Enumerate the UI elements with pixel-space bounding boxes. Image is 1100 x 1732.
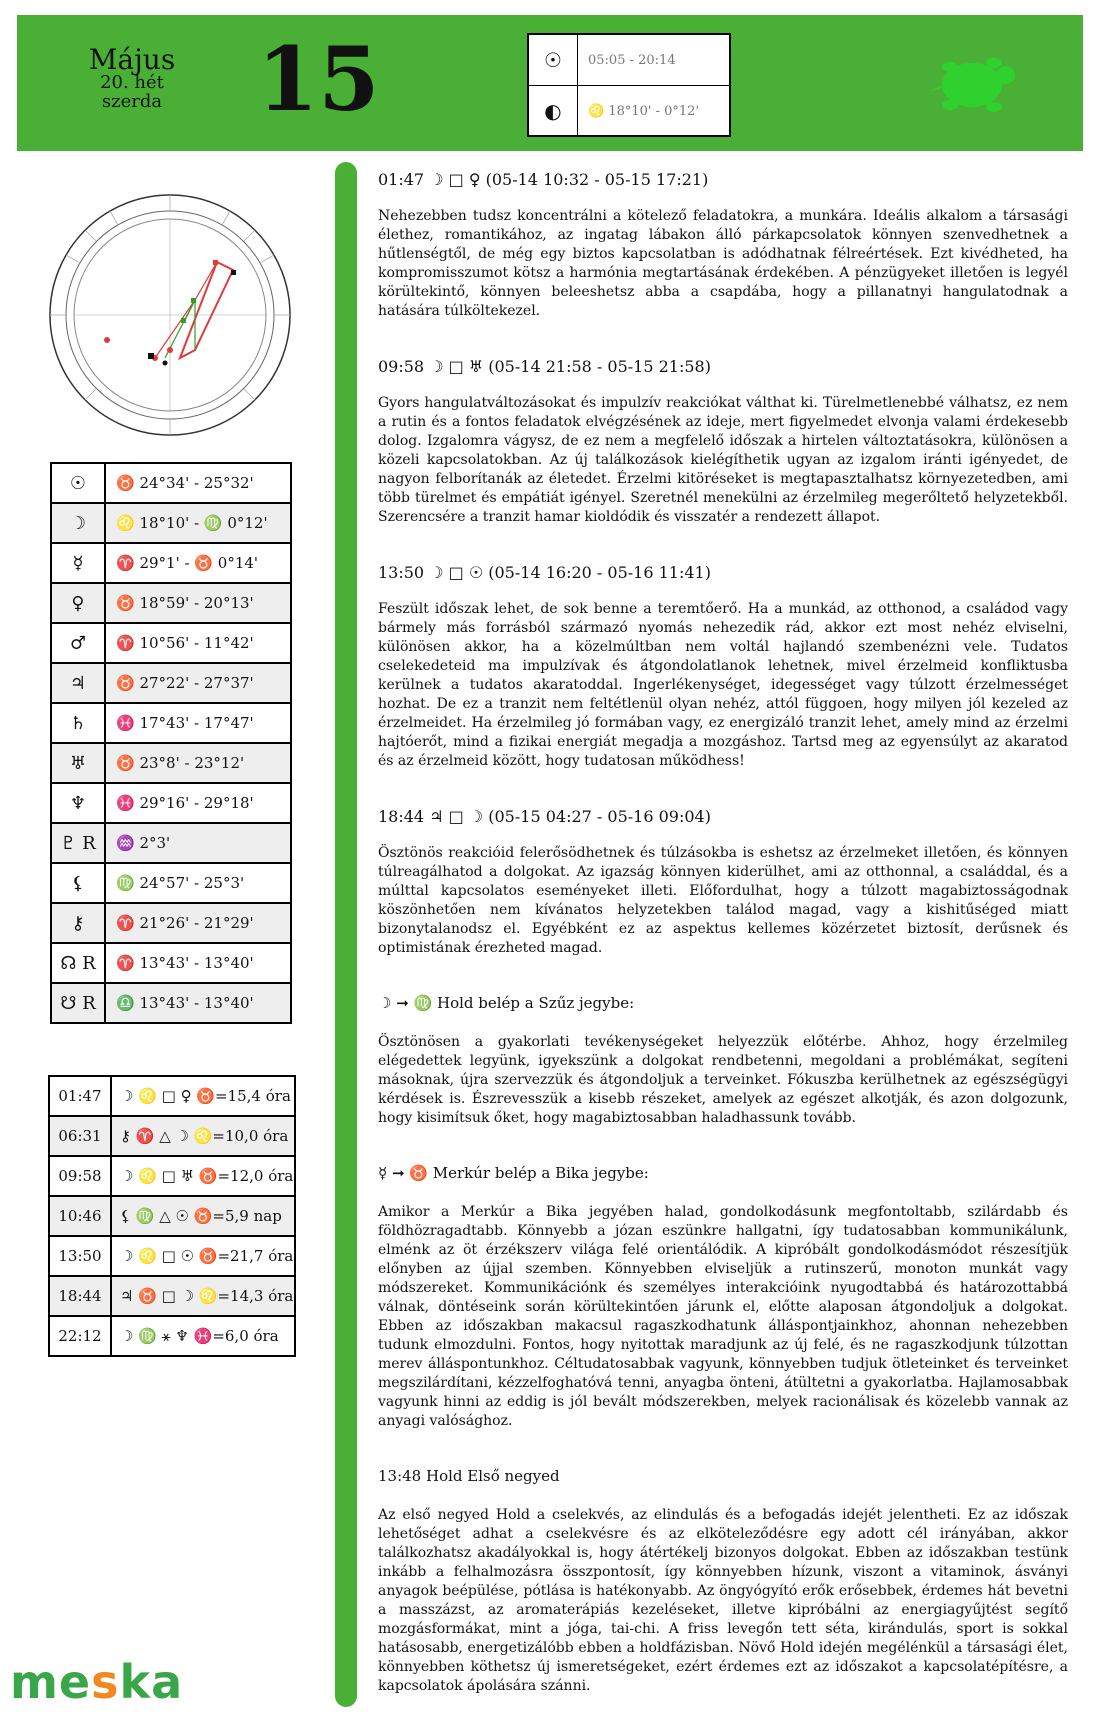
moon-phase-text: Az első negyed Hold a cselekvés, az elindulás és a befogadás idejét jelentheti. Ez az időszak lehetőséget adhat a cselekvésre és az elköteleződésre egy adott cél irányában, akkor találkozhatsz akadályokkal is, hogy átértékelj bizonyos dolgokat. Ebben az időszakban testünk inkább a felhalmozásra összpontosít, így könnyebben hízunk, viszont a vitaminok, ásványi anyagok beépülése, pótlása is hatékonyabb. Az öngyógyító erők erősebbek, érdemes hát bevetni a masszázst, az aromaterápiás kezeléseket, illetve kipróbálni az energiagyűjtést segítő mozgásformákat, mint a jóga, tai-chi. A friss levegőn tett séta, kirándulás, sport is sokkal hatásosabb, energetizálóbb ebben a holdfázisban. Növő Hold idején megélénkül a társasági élet, könnyebben köthetsz új ismeretségeket, ezért érdemes ezt az időszakot a kapcsolatépítésre, a kapcsolatok ápolására szánni.	[378, 1507, 1068, 1694]
zodiac-sign-icon: ♈	[116, 554, 135, 572]
aspect-row	[49, 1276, 295, 1316]
planet-value: ♈ 29°1' - ♉ 0°14'	[105, 543, 291, 583]
day-number: 15	[257, 27, 380, 131]
aspect-row	[49, 1076, 295, 1116]
planet-glyph: ☿	[51, 543, 105, 583]
planet-glyph: ☽	[51, 503, 105, 543]
transit-text: Feszült időszak lehet, de sok benne a teremtőerő. Ha a munkád, az otthonod, a családod vagy bármely más forrásból származó nyomás nehezedik rád, akkor ezt most nehéz elviselni, különösen akkor, ha a közelmúltban nem voltál hajlandó szembenézni vele. Tudatos cselekedeteid ma impulzívak és átgondolatlanok lehetnek, mivel érzelmeid konfliktusba kerülnek a tudatos akaratoddal. Ingerlékenységet, idegességet vagy túlzott érzelmességet hozhat. De ez a tranzit nem feltétlenül olyan nehéz, attól függoen, hogy milyen jól kezeled az érzelmeidet. Ha érzelmileg jó formában vagy, ez energizáló tranzit lehet, amely mind az érzelmi hajtóerőt, mind a fizikai energiát megadja a mozgáshoz. Tartsd meg az egyensúlyt az akaratod és az érzelmeid között, hogy tudatosan működhess!	[378, 601, 1068, 769]
zodiac-sign-icon: ♓	[116, 794, 135, 812]
week-label: 20. hét	[100, 72, 164, 94]
aspect-desc: ☽ ♍ ⚹ ♆ ♓=6,0 óra	[111, 1316, 295, 1356]
main-content	[378, 160, 1068, 1732]
date-block	[57, 45, 207, 112]
planet-glyph: ⚸	[51, 863, 105, 903]
ingress-text: Ösztönösen a gyakorlati tevékenységeket helyezzük előtérbe. Ahhoz, hogy érzelmileg elégedettek legyünk, igyekszünk a dolgokat rendbetenni, megoldani a problémákat, segíteni másoknak, újra szervezzük és átgondoljuk a terveinket. Fókuszba kerülhetnek az egészségügyi kérdések is. Észrevesszük a kisebb részeket, amelyek az egészet alkotják, és azon dolgozunk, hogy kisimítsuk őket, hogy magabiztosabban haladhassunk tovább.	[378, 1034, 1068, 1126]
planet-glyph: ♄	[51, 703, 105, 743]
planet-row	[51, 543, 291, 583]
aspect-desc: ⚸ ♍ △ ☉ ♉=5,9 nap	[111, 1196, 295, 1236]
aspect-row	[49, 1116, 295, 1156]
planet-row	[51, 503, 291, 543]
planet-value: ♓ 29°16' - 29°18'	[105, 783, 291, 823]
planet-value: ♍ 24°57' - 25°3'	[105, 863, 291, 903]
planet-glyph: ☉	[51, 463, 105, 503]
planet-value: ♓ 17°43' - 17°47'	[105, 703, 291, 743]
planet-row	[51, 903, 291, 943]
sun-icon: ☉	[529, 35, 578, 85]
planet-value: ♎ 13°43' - 13°40'	[105, 983, 291, 1023]
zodiac-sign-icon: ♈	[116, 954, 135, 972]
transit-text: Gyors hangulatváltozásokat és impulzív reakciókat válthat ki. Türelmetlenebbé válhatsz, ez nem a rutin és a fontos feladatok elvégzésének az ideje, mert figyelmedet elvonja valami érdekesebb dolog. Izgalomra vágysz, de ez nem a megfelelő időszak a hirtelen változtatásokra, különösen a közeli kapcsolatokban. Az új találkozások kielégíthetik ugyan az izgalom iránti igényedet, de nagyon felborítanák az életedet. Érzelmi kitöréseket is megtapasztalhatsz környezetedben, ami több türelmet és empátiát igényel. Szeretnél menekülni az érzelmileg megerőltető helyzetekből. Szerencsére a tranzit hamar kioldódik és visszatér a rendezett állapot.	[378, 395, 1068, 525]
planet-glyph: ☋ R	[51, 983, 105, 1023]
aspect-time: 22:12	[49, 1316, 111, 1356]
aspect-time: 18:44	[49, 1276, 111, 1316]
planet-row	[51, 943, 291, 983]
aspect-row	[49, 1316, 295, 1356]
aspect-desc: ☽ ♌ □ ☉ ♉=21,7 óra	[111, 1236, 295, 1276]
zodiac-sign-icon: ♈	[116, 914, 135, 932]
planet-value: ♉ 24°34' - 25°32'	[105, 463, 291, 503]
planet-value: ♈ 21°26' - 21°29'	[105, 903, 291, 943]
planet-value: ♉ 23°8' - 23°12'	[105, 743, 291, 783]
transit-text: Ösztönös reakcióid felerősödhetnek és túlzásokba is eshetsz az érzelmeket illetően, és könnyen túlreagálhatod a dolgokat. Az igazság könnyen kiderülhet, ami az otthonnal, a családdal, és a múlttal kapcsolatos eseményeket illeti. Előfordulhat, hogy a túlzott magabiztosságodnak köszönhetően nem kívánatos helyzetekben találod magad, vagy a kishitűséged miatt bizonytalanodsz el. Egyébként ez az aspektus kellemes közérzetet biztosít, derűsnek és optimistának érezheted magad.	[378, 845, 1068, 956]
ingress-text: Amikor a Merkúr a Bika jegyében halad, gondolkodásunk megfontoltabb, szilárdabb és földhözragadtabb. Könnyebb a józan eszünkre hallgatni, így tudatosabban kommunikálunk, elménk az öt érzékszerv világa felé orientálódik. A kipróbált gondolkodásmódot részesítjük előnyben az újjal szemben. Könnyebben elviseljük a rutinszerű, monoton munkát vagy módszereket. Kommunikációnk és személyes interakcióink nyugodtabbá és határozottabbá válnak, döntéseink során körültekintően járunk el, előtte alaposan átgondoljuk a dolgokat. Ebben az időszakban makacsul ragaszkodhatunk álláspontjainkhoz, ahonnan nehezebben tudunk elmozdulni. Fontos, hogy nyitottak maradjunk az új felé, és ne ragaszkodjunk túlzottan merev álláspontunkhoz. Céltudatosabbak vagyunk, könnyebben tudjuk ötleteinket és terveinket megszilárdítani, kézzelfoghatóvá tenni, anyagba önteni, átültetni a gyakorlatba. Hajlamosabbak vagyunk hinni az eddig is jól bevált módszerekben, melyek racionálisak és közelebb vannak az anyagi valósághoz.	[378, 1204, 1068, 1429]
planet-value: ♉ 27°22' - 27°37'	[105, 663, 291, 703]
aspect-row	[49, 1156, 295, 1196]
moon-phase-title: 13:48 Hold Első negyed	[378, 1467, 560, 1485]
ingress-title: ☿ ➞ ♉ Merkúr belép a Bika jegybe:	[378, 1164, 649, 1182]
planet-glyph: ♇ R	[51, 823, 105, 863]
planet-glyph: ⚷	[51, 903, 105, 943]
planet-row	[51, 583, 291, 623]
aspect-time: 01:47	[49, 1076, 111, 1116]
transit-title: 18:44 ♃ □ ☽ (05-15 04:27 - 05-16 09:04)	[378, 807, 711, 826]
content-divider-bar	[335, 162, 357, 1707]
zodiac-sign-icon: ♈	[116, 634, 135, 652]
aspect-row	[49, 1196, 295, 1236]
aspect-time: 10:46	[49, 1196, 111, 1236]
zodiac-sign-icon: ♎	[116, 994, 135, 1012]
aspect-time: 09:58	[49, 1156, 111, 1196]
planet-row	[51, 743, 291, 783]
planet-row	[51, 823, 291, 863]
aspect-desc: ☽ ♌ □ ♅ ♉=12,0 óra	[111, 1156, 295, 1196]
planet-value: ♌ 18°10' - ♍ 0°12'	[105, 503, 291, 543]
aspect-row	[49, 1236, 295, 1276]
planet-value: ♉ 18°59' - 20°13'	[105, 583, 291, 623]
planet-row	[51, 783, 291, 823]
zodiac-sign-icon: ♉	[116, 594, 135, 612]
aspect-time: 13:50	[49, 1236, 111, 1276]
planet-glyph: ♃	[51, 663, 105, 703]
planet-glyph: ♆	[51, 783, 105, 823]
weekday-label: szerda	[101, 91, 163, 113]
zodiac-sign-icon: ♉	[116, 674, 135, 692]
transit-title: 13:50 ☽ □ ☉ (05-14 16:20 - 05-16 11:41)	[378, 563, 711, 582]
planet-value: ♒ 2°3'	[105, 823, 291, 863]
moon-range: ♌ 18°10' - 0°12'	[588, 103, 700, 119]
aspect-desc: ⚷ ♈ △ ☽ ♌=10,0 óra	[111, 1116, 295, 1156]
planet-positions-table	[50, 462, 292, 1024]
planet-row	[51, 703, 291, 743]
planet-value: ♈ 13°43' - 13°40'	[105, 943, 291, 983]
transit-text: Nehezebben tudsz koncentrálni a kötelező feladatokra, a munkára. Ideális alkalom a társasági élethez, romantikához, az ingatag lábakon álló párkapcsolatok könnyen szenvedhetnek a hűtlenségtől, de még egy biztos kapcsolatban is adódhatnak félreértések. Ezt kivédheted, ha kompromisszumot kötsz a harmónia megtartásának érdekében. A pénzügyeket illetően is legyél körültekintő, könnyen beleeshetsz abba a csapdába, hogy a pillanatnyi hangulatodnak a hatására túlköltekezel.	[378, 208, 1068, 319]
aspect-desc: ♃ ♉ □ ☽ ♌=14,3 óra	[111, 1276, 295, 1316]
transit-title: 01:47 ☽ □ ♀ (05-14 10:32 - 05-15 17:21)	[378, 170, 709, 189]
month-label: Május	[88, 43, 176, 76]
sun-times: 05:05 - 20:14	[588, 52, 676, 68]
sun-moon-box	[527, 33, 731, 137]
zodiac-sign-icon: ♍	[116, 874, 135, 892]
planet-row	[51, 463, 291, 503]
zodiac-sign-icon: ♌	[116, 514, 135, 532]
moon-phase-icon: ◐	[529, 86, 578, 136]
zodiac-sign-icon: ♓	[116, 714, 135, 732]
transit-title: 09:58 ☽ □ ♅ (05-14 21:58 - 05-15 21:58)	[378, 357, 711, 376]
planet-row	[51, 983, 291, 1023]
aspect-desc: ☽ ♌ □ ♀ ♉=15,4 óra	[111, 1076, 295, 1116]
planet-glyph: ♂	[51, 623, 105, 663]
ingress-title: ☽ ➞ ♍ Hold belép a Szűz jegybe:	[378, 994, 635, 1012]
planet-glyph: ♀	[51, 583, 105, 623]
zodiac-sign-icon: ♉	[116, 754, 135, 772]
aspect-time: 06:31	[49, 1116, 111, 1156]
aspect-times-table	[48, 1075, 296, 1357]
planet-value: ♈ 10°56' - 11°42'	[105, 623, 291, 663]
zodiac-sign-icon: ♒	[116, 834, 135, 852]
turtle-icon	[922, 45, 1022, 125]
planet-glyph: ☊ R	[51, 943, 105, 983]
planet-row	[51, 863, 291, 903]
planet-row	[51, 663, 291, 703]
planet-glyph: ♅	[51, 743, 105, 783]
natal-chart-wheel	[45, 190, 295, 440]
planet-row	[51, 623, 291, 663]
meska-logo: meska	[10, 1655, 184, 1709]
leo-icon: ♌	[588, 103, 609, 119]
header-band	[17, 15, 1083, 151]
zodiac-sign-icon: ♉	[116, 474, 135, 492]
